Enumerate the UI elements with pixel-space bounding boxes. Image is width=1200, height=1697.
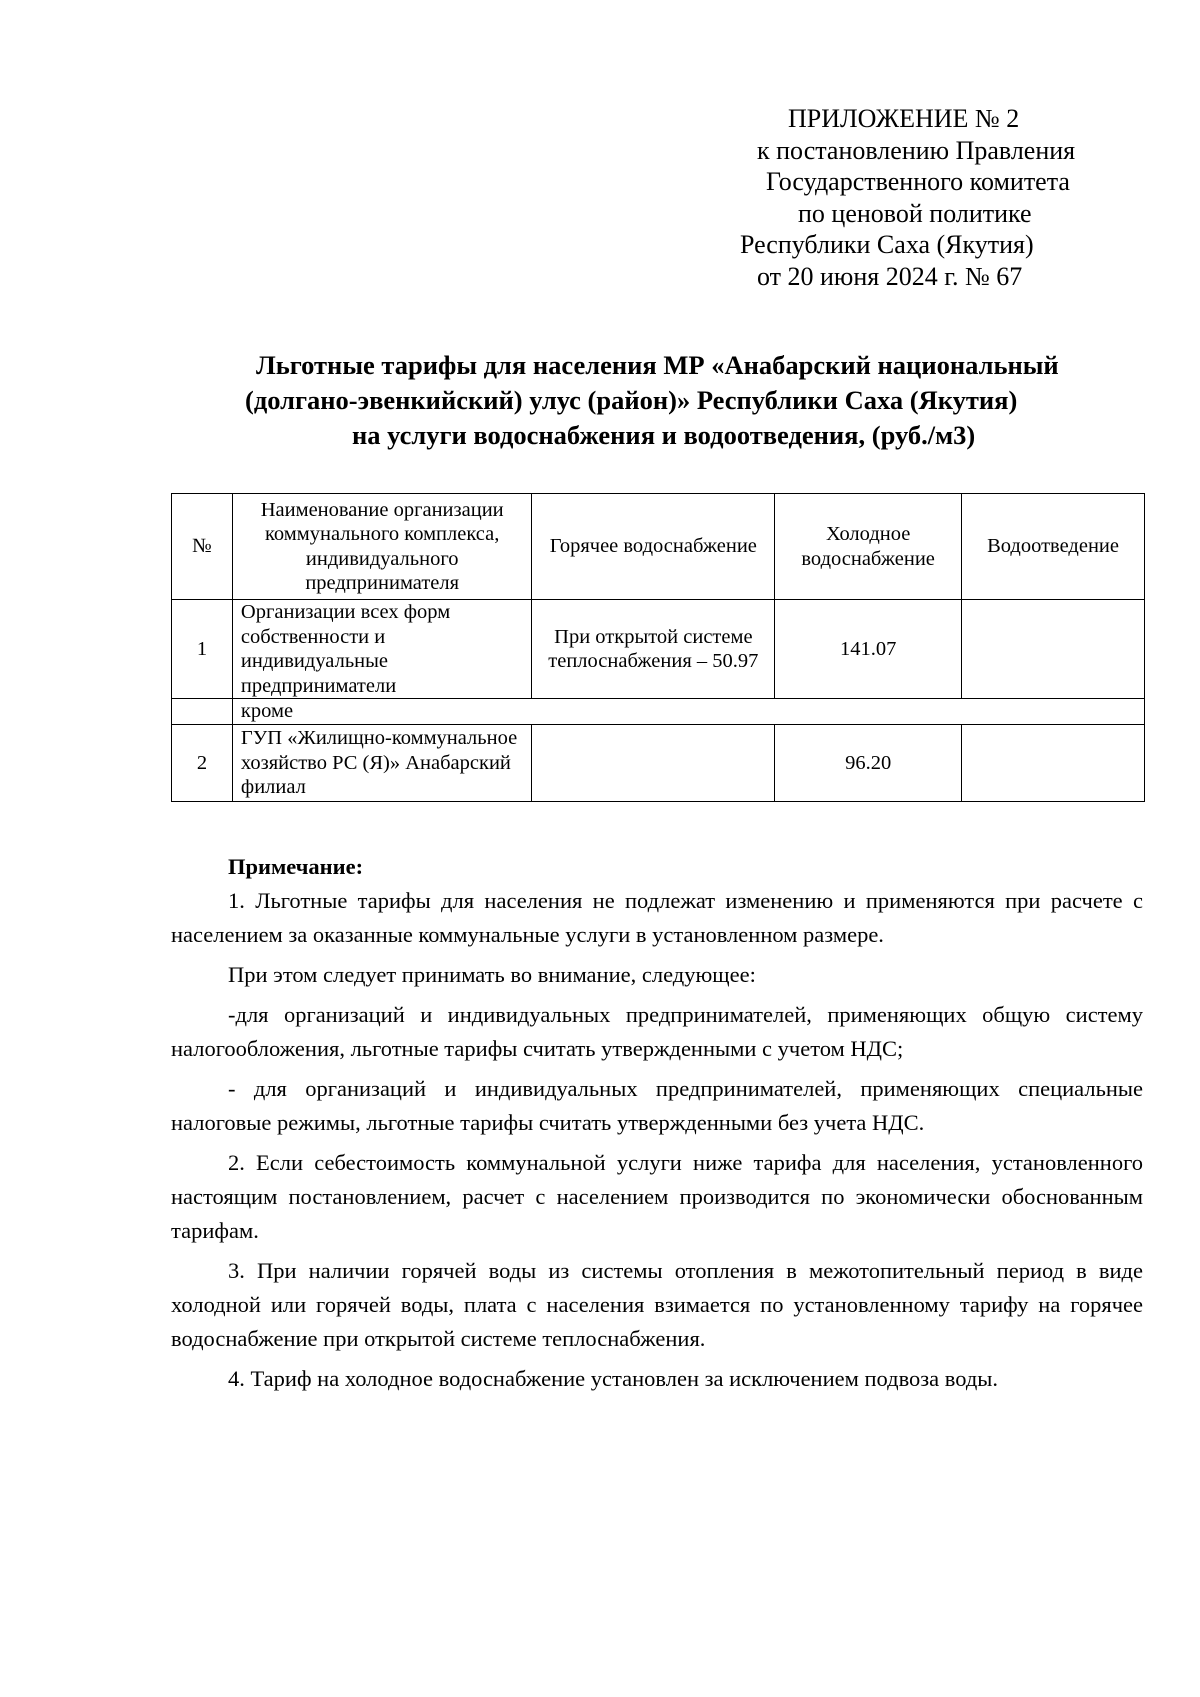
header-hot-water: Горячее водоснабжение [532, 494, 775, 600]
row-sewerage [962, 600, 1145, 699]
row-hot-water [532, 725, 775, 802]
appendix-number: ПРИЛОЖЕНИЕ № 2 [788, 104, 1020, 133]
row-cold-water: 96.20 [775, 725, 962, 802]
row-org: Организации всех форм собственности и индивидуальные предприниматели [232, 600, 532, 699]
appendix-line: по ценовой политике [798, 198, 1032, 228]
table-header-row [172, 494, 1145, 600]
row-sewerage [962, 725, 1145, 802]
row-num: 2 [172, 725, 233, 802]
title-line: (долгано-эвенкийский) улус (район)» Республики Саха (Якутия) [245, 385, 1018, 415]
notes-section [171, 850, 1143, 1396]
note-paragraph: - для организаций и индивидуальных предпринимателей, применяющих специальные налоговые режимы, льготные тарифы считать утвержденными без учета НДС. [171, 1076, 1143, 1135]
row-num: 1 [172, 600, 233, 699]
row-hot-water: При открытой системе теплоснабжения – 50.97 [532, 600, 775, 699]
row-cold-water: 141.07 [775, 600, 962, 699]
document-title [172, 348, 1132, 453]
table-row [172, 600, 1145, 699]
title-line: Льготные тарифы для населения МР «Анабарский национальный [256, 350, 1059, 380]
header-num: № [172, 494, 233, 600]
appendix-line: Государственного комитета [766, 167, 1070, 196]
appendix-line: Республики Саха (Якутия) [740, 230, 1034, 259]
header-sewerage: Водоотведение [962, 494, 1145, 600]
except-label: кроме [232, 699, 1144, 725]
note-paragraph: 4. Тариф на холодное водоснабжение установлен за исключением подвоза воды. [228, 1366, 999, 1391]
notes-heading: Примечание: [228, 854, 364, 879]
note-paragraph: 3. При наличии горячей воды из системы отопления в межотопительный период в виде холодной или горячей воды, плата с населения взимается по установленному тарифу на горячее водоснабжение при открытой системе теплоснабжения. [171, 1258, 1143, 1351]
table-row-except [172, 699, 1145, 725]
tariffs-table [171, 493, 1145, 802]
appendix-date: от 20 июня 2024 г. № 67 [757, 261, 1023, 291]
title-line: на услуги водоснабжения и водоотведения, (руб./м3) [352, 420, 976, 450]
note-paragraph: При этом следует принимать во внимание, следующее: [228, 962, 756, 987]
note-paragraph: 2. Если себестоимость коммунальной услуги ниже тарифа для населения, установленного настоящим постановлением, расчет с населением производится по экономически обоснованным тарифам. [171, 1150, 1143, 1243]
table-row [172, 725, 1145, 802]
appendix-line: к постановлению Правления [757, 135, 1076, 165]
appendix-header [690, 103, 1120, 292]
row-org: ГУП «Жилищно-коммунальное хозяйство РС (Я)» Анабарский филиал [232, 725, 532, 802]
except-num-cell [172, 699, 233, 725]
header-cold-water: Холодное водоснабжение [775, 494, 962, 600]
note-paragraph: -для организаций и индивидуальных предпринимателей, применяющих общую систему налогообложения, льготные тарифы считать утвержденными с учетом НДС; [171, 1002, 1143, 1061]
header-org: Наименование организации коммунального комплекса, индивидуального предпринимателя [232, 494, 532, 600]
note-paragraph: 1. Льготные тарифы для населения не подлежат изменению и применяются при расчете с населением за оказанные коммунальные услуги в установленном размере. [171, 888, 1143, 947]
